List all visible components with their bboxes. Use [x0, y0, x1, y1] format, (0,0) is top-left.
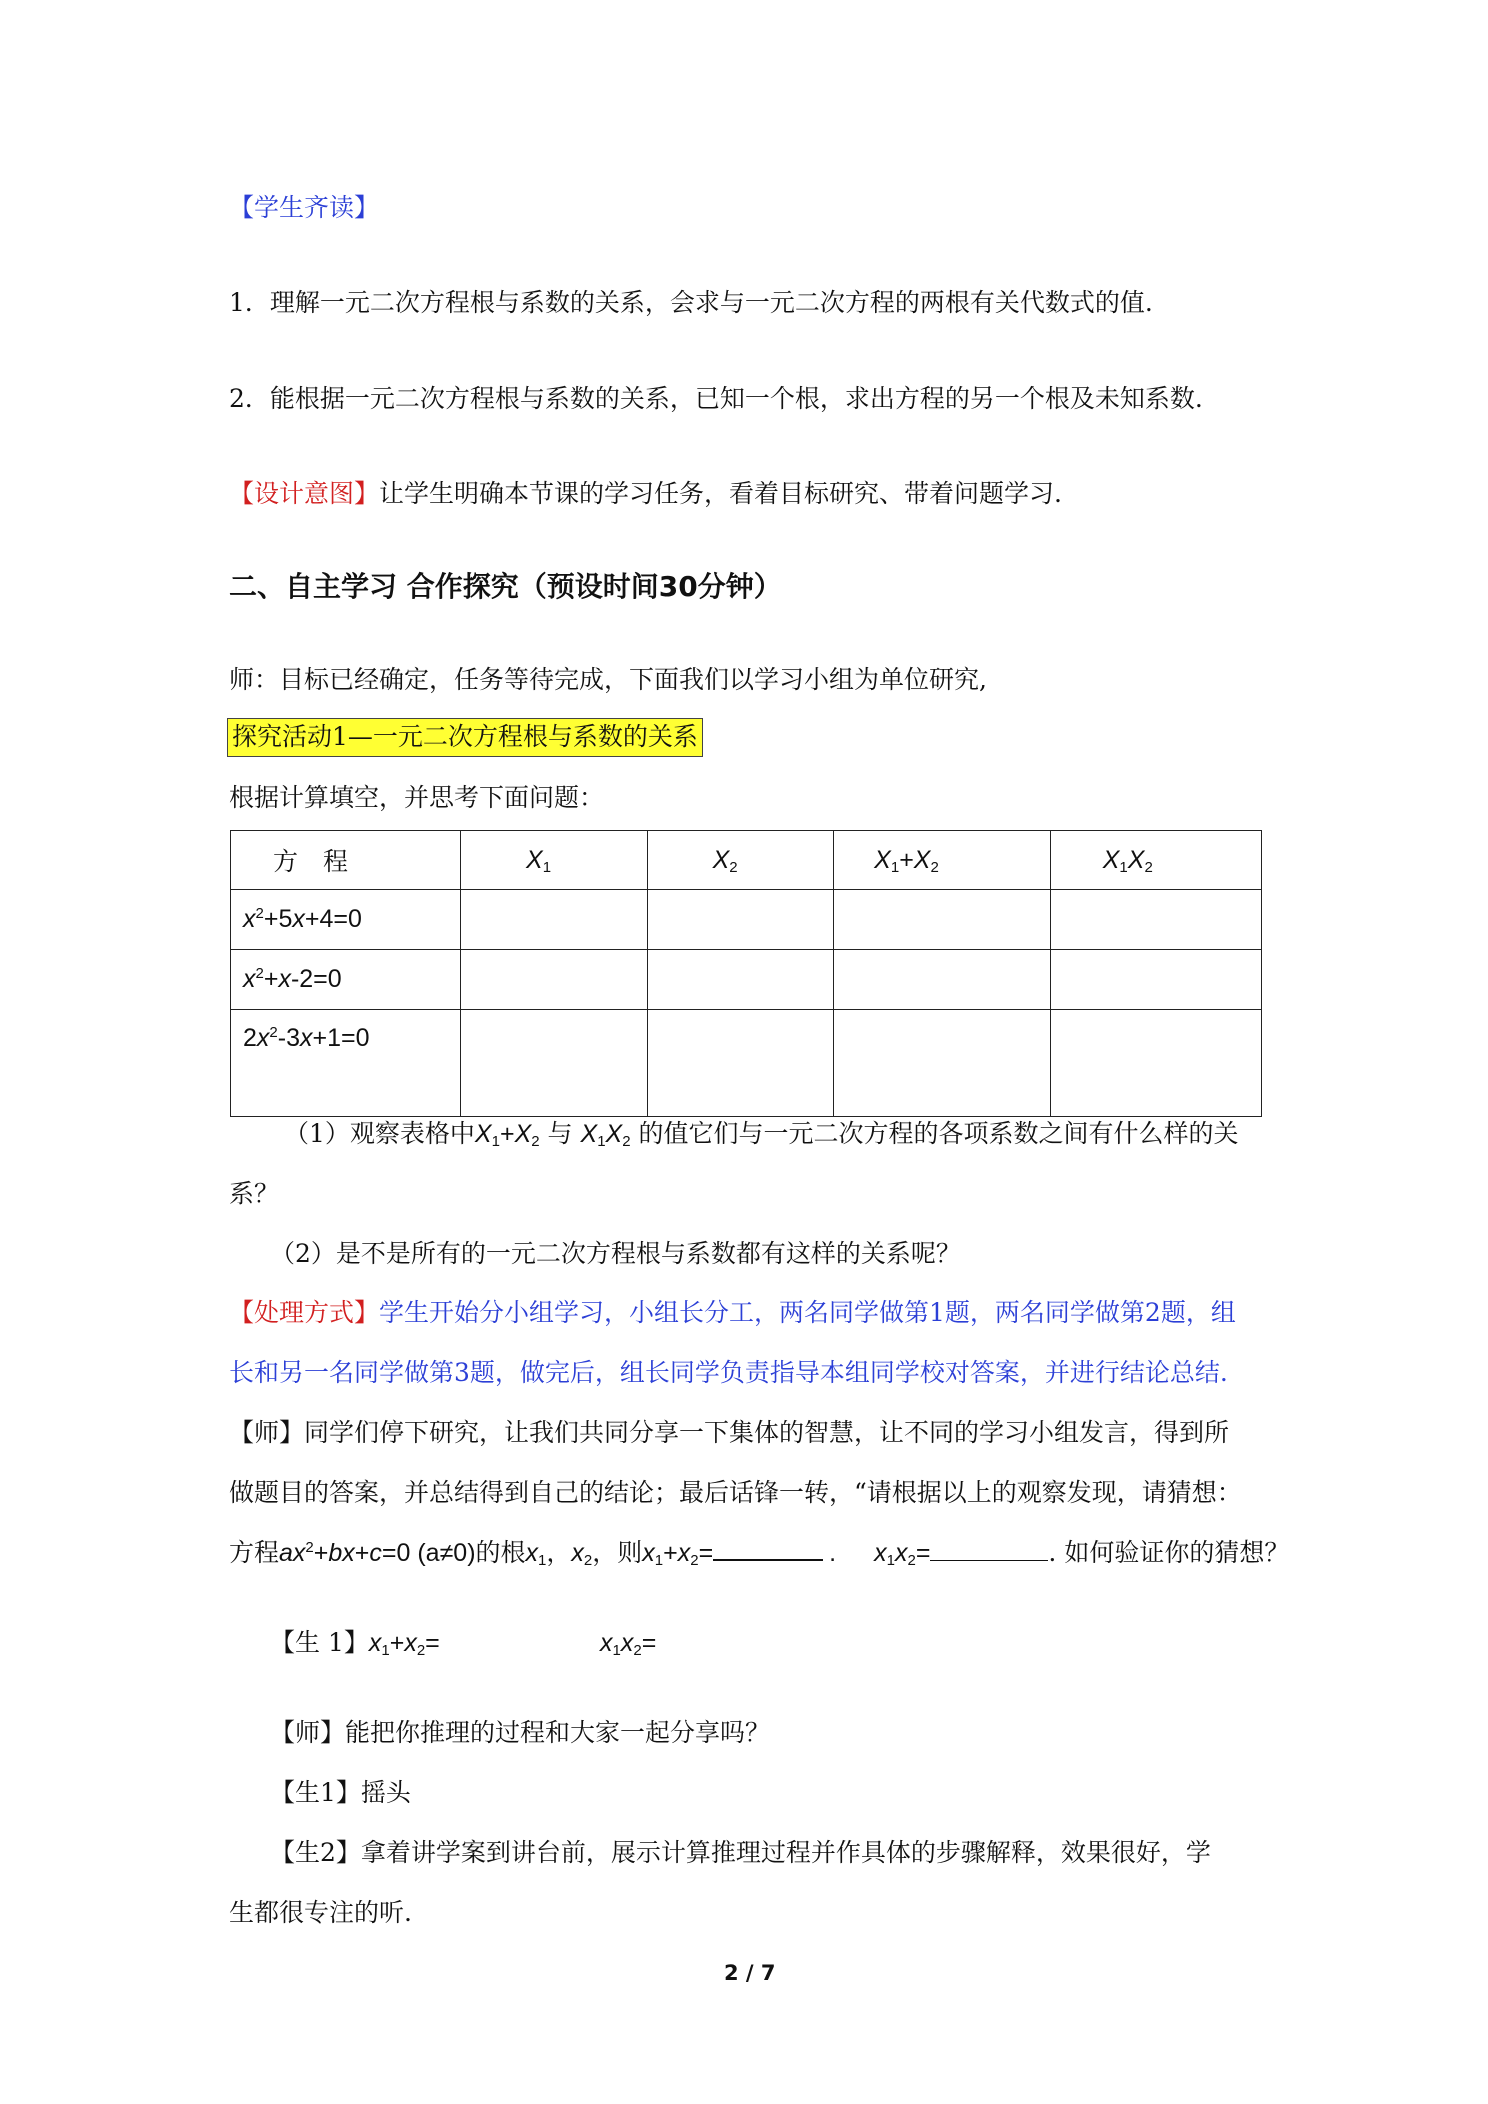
process-text-1: 学生开始分小组学习，小组长分工，两名同学做第1题，两名同学做第2题，组	[379, 1298, 1236, 1327]
design-intent-text: 让学生明确本节课的学习任务，看着目标研究、带着问题学习.	[379, 479, 1062, 508]
design-intent	[229, 478, 1062, 511]
cell-input[interactable]	[461, 950, 648, 1010]
roots-table	[230, 830, 1262, 1117]
question-1-mid: 与	[539, 1119, 581, 1148]
period: .	[829, 1539, 837, 1567]
header-product: $X_1X_2$	[1050, 831, 1261, 890]
teacher-line-3-pre: 方程	[229, 1538, 280, 1567]
header-equation: 方 程	[231, 831, 461, 890]
cell-input[interactable]	[834, 1010, 1051, 1117]
question-1	[284, 1118, 1239, 1151]
question-1-pre: （1）观察表格中	[284, 1119, 475, 1148]
process-line-1	[229, 1297, 1236, 1330]
header-sum: $X_1+X_2$	[834, 831, 1051, 890]
section-heading: 二、自主学习 合作探究（预设时间30分钟）	[229, 570, 782, 603]
cell-input[interactable]	[834, 890, 1051, 950]
student-1-tag: 【生 1】	[270, 1628, 369, 1657]
page-number: 2 / 7	[724, 1961, 776, 1985]
sum-expr: $X_1+X_2$	[474, 1120, 540, 1150]
cell-input[interactable]	[834, 950, 1051, 1010]
table-row	[231, 950, 1262, 1010]
equation-3: $2x^2-3x+1=0$	[231, 1010, 461, 1117]
student-1-line	[270, 1627, 440, 1660]
teacher-line-3-mid: 的根	[475, 1538, 526, 1567]
question-2: （2）是不是所有的一元二次方程根与系数都有这样的关系呢？	[270, 1239, 961, 1268]
design-intent-tag: 【设计意图】	[229, 479, 380, 508]
general-equation: $ax^2+bx+c=0$ (a≠0)	[279, 1539, 476, 1567]
sum-blank[interactable]	[713, 1559, 823, 1561]
goal-2: 2．能根据一元二次方程根与系数的关系，已知一个根，求出方程的另一个根及未知系数.	[229, 384, 1203, 413]
roots-expr: $x_1$，$x_2$	[525, 1539, 593, 1569]
teacher-line-3-end: . 如何验证你的猜想？	[1048, 1538, 1290, 1567]
process-line-2: 长和另一名同学做第3题，做完后，组长同学负责指导本组同学校对答案，并进行结论总结.	[229, 1358, 1228, 1387]
equation-1: $x^2+5x+4=0$	[231, 890, 461, 950]
table-row	[231, 890, 1262, 950]
student-1-product: $x_1x_2=$	[600, 1629, 657, 1659]
activity-1-title: 探究活动1—一元二次方程根与系数的关系	[227, 718, 703, 757]
cell-input[interactable]	[461, 1010, 648, 1117]
table-header-row	[231, 831, 1262, 890]
header-x1: $X_1$	[461, 831, 648, 890]
product-formula: $x_1x_2=$	[874, 1539, 931, 1569]
header-x2: $X_2$	[647, 831, 834, 890]
sum-formula: $x_1+x_2=$	[642, 1539, 714, 1569]
goal-1: 1．理解一元二次方程根与系数的关系，会求与一元二次方程的两根有关代数式的值.	[229, 288, 1153, 317]
table-row	[231, 1010, 1262, 1117]
teacher-intro: 师：目标已经确定，任务等待完成，下面我们以学习小组为单位研究,	[229, 665, 987, 694]
question-1-post: 的值它们与一元二次方程的各项系数之间有什么样的关	[630, 1119, 1239, 1148]
teacher-line-3	[229, 1537, 1289, 1570]
fill-instruction: 根据计算填空，并思考下面问题：	[229, 783, 605, 812]
teacher-line-3-after: ，则	[592, 1538, 643, 1567]
cell-input[interactable]	[1050, 950, 1261, 1010]
product-expr: $X_1X_2$	[580, 1120, 631, 1150]
product-blank[interactable]	[930, 1560, 1048, 1561]
equation-2: $x^2+x-2=0$	[231, 950, 461, 1010]
process-tag: 【处理方式】	[229, 1298, 380, 1327]
student-2-line-2: 生都很专注的听.	[229, 1898, 412, 1927]
cell-input[interactable]	[461, 890, 648, 950]
student-1-response: 【生1】摇头	[270, 1778, 411, 1807]
teacher-share-question: 【师】能把你推理的过程和大家一起分享吗？	[270, 1718, 771, 1747]
cell-input[interactable]	[647, 950, 834, 1010]
cell-input[interactable]	[647, 890, 834, 950]
cell-input[interactable]	[1050, 890, 1261, 950]
student-2-line-1: 【生2】拿着讲学案到讲台前，展示计算推理过程并作具体的步骤解释，效果很好，学	[270, 1838, 1211, 1867]
cell-input[interactable]	[1050, 1010, 1261, 1117]
teacher-line-1: 【师】同学们停下研究，让我们共同分享一下集体的智慧，让不同的学习小组发言，得到所	[229, 1418, 1230, 1447]
student-1-sum: $x_1+x_2=$	[368, 1629, 440, 1659]
student-read-label: 【学生齐读】	[229, 193, 380, 222]
teacher-line-2: 做题目的答案，并总结得到自己的结论；最后话锋一转，“请根据以上的观察发现，请猜想：	[229, 1478, 1242, 1507]
cell-input[interactable]	[647, 1010, 834, 1117]
question-1-tail: 系？	[229, 1179, 280, 1208]
